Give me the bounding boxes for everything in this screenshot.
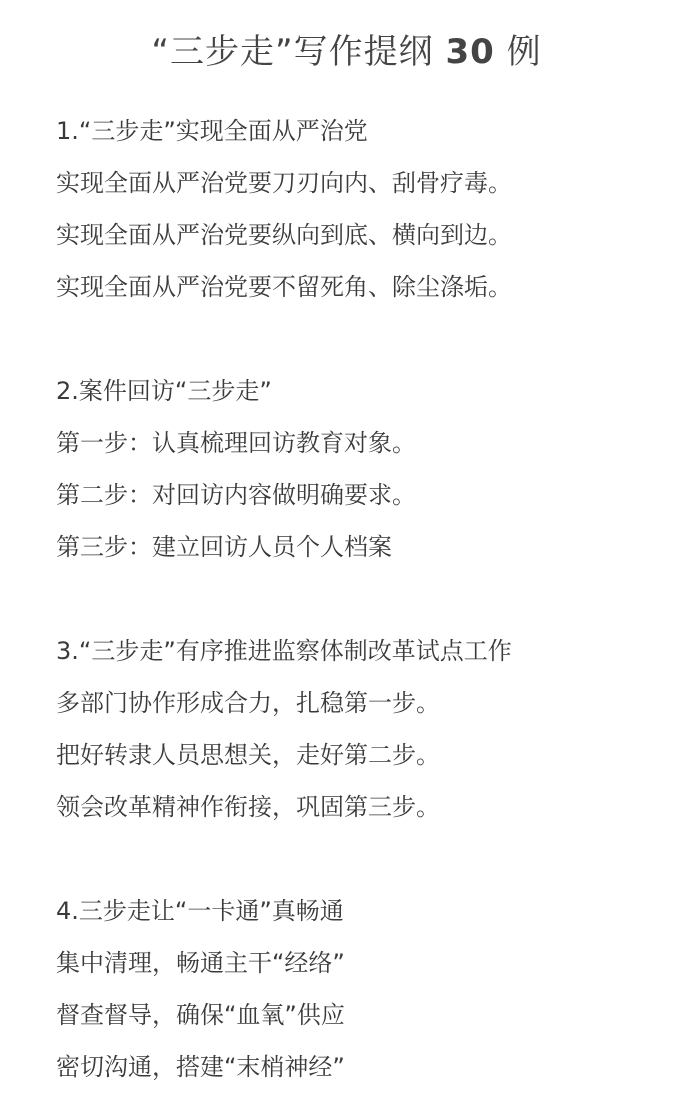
section-heading: 2.案件回访“三步走”: [56, 377, 272, 405]
section-line: 实现全面从严治党要不留死角、除尘涤垢。: [56, 273, 512, 301]
title-number: 30: [445, 32, 495, 72]
section-heading: 4.三步走让“一卡通”真畅通: [56, 897, 344, 925]
section-line: 领会改革精神作衔接，巩固第三步。: [56, 793, 440, 821]
section-line: 把好转隶人员思想关，走好第二步。: [56, 741, 440, 769]
outline-section-1: [56, 105, 512, 313]
section-line: 督查督导，确保“血氧”供应: [56, 1001, 345, 1029]
section-line: 多部门协作形成合力，扎稳第一步。: [56, 689, 440, 717]
section-line: 实现全面从严治党要纵向到底、横向到边。: [56, 221, 512, 249]
section-line: 集中清理，畅通主干“经络”: [56, 949, 345, 977]
outline-section-2: [56, 365, 416, 573]
outline-section-3: [56, 625, 512, 833]
outline-section-4: [56, 885, 345, 1093]
section-line: 实现全面从严治党要刀刃向内、刮骨疗毒。: [56, 169, 512, 197]
page-title: [0, 26, 693, 78]
section-line: 第三步：建立回访人员个人档案: [56, 533, 392, 561]
section-heading: 3.“三步走”有序推进监察体制改革试点工作: [56, 637, 512, 665]
title-suffix: 例: [494, 32, 542, 72]
title-prefix: “三步走”写作提纲: [151, 32, 446, 72]
section-line: 第二步：对回访内容做明确要求。: [56, 481, 416, 509]
section-line: 密切沟通，搭建“末梢神经”: [56, 1053, 345, 1081]
section-heading: 1.“三步走”实现全面从严治党: [56, 117, 368, 145]
section-line: 第一步：认真梳理回访教育对象。: [56, 429, 416, 457]
